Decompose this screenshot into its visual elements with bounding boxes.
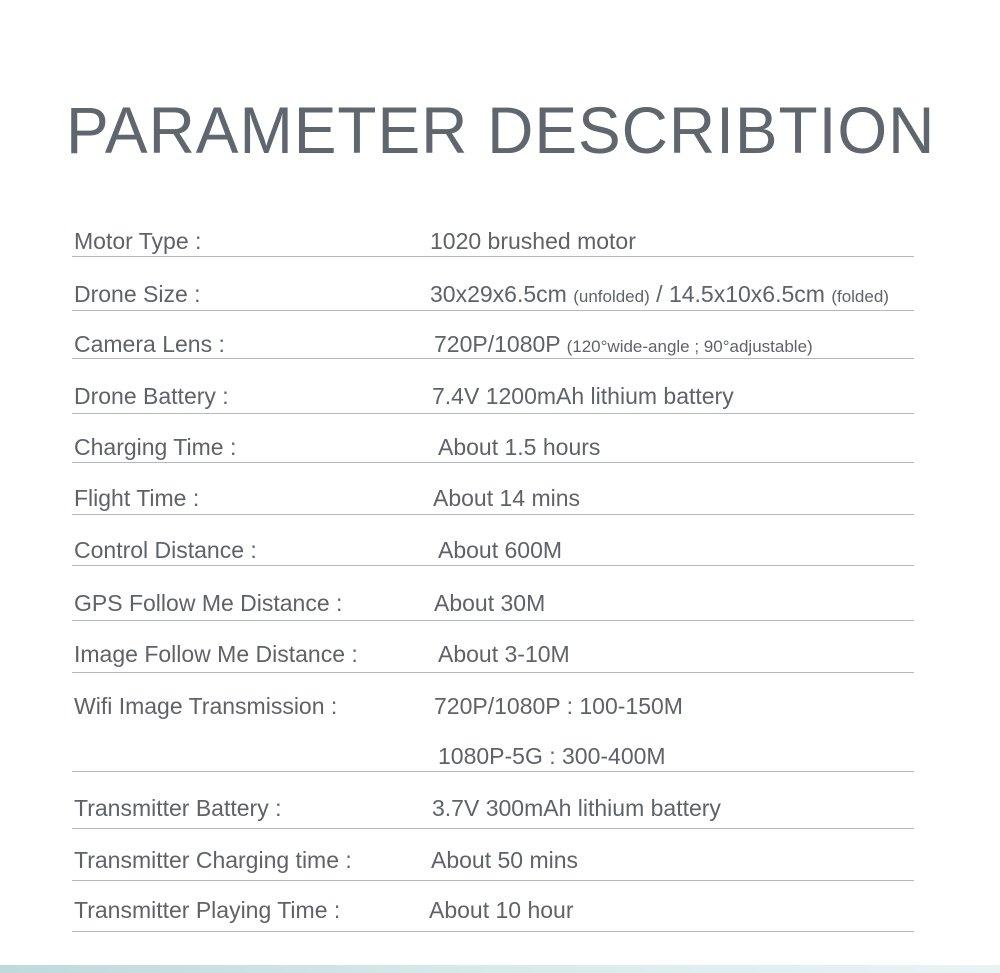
page-title: PARAMETER DESCRIBTION (66, 93, 936, 167)
row-drone-size (72, 257, 914, 311)
parameter-table (72, 222, 914, 932)
size-unfolded: 30x29x6.5cm (430, 281, 567, 307)
bottom-decorative-band (0, 965, 1000, 973)
param-label: Camera Lens : (74, 331, 225, 357)
row-transmitter-charging (72, 829, 914, 881)
param-value (434, 331, 813, 358)
param-value: About 10 hour (429, 897, 574, 923)
camera-note: (120°wide-angle ; 90°adjustable) (566, 337, 813, 356)
param-label: Charging Time : (74, 434, 237, 460)
row-transmitter-battery (72, 772, 914, 829)
row-charging-time (72, 414, 914, 463)
row-control-distance (72, 515, 914, 566)
param-label: Transmitter Charging time : (74, 847, 352, 873)
param-value: About 1.5 hours (438, 434, 601, 460)
param-label: Flight Time : (74, 485, 200, 511)
row-image-follow-distance (72, 621, 914, 673)
param-label: Image Follow Me Distance : (74, 641, 358, 667)
size-folded: 14.5x10x6.5cm (668, 281, 825, 307)
param-value-secondary: 1080P-5G : 300-400M (438, 743, 666, 769)
param-value: 3.7V 300mAh lithium battery (432, 795, 721, 821)
row-drone-battery (72, 359, 914, 414)
param-value: 1020 brushed motor (430, 228, 636, 254)
camera-resolution: 720P/1080P (434, 331, 561, 357)
param-label: Transmitter Playing Time : (74, 897, 341, 923)
note-folded: (folded) (831, 287, 889, 306)
separator: / (656, 281, 663, 307)
row-wifi-transmission (72, 673, 914, 772)
param-label: Wifi Image Transmission : (74, 693, 338, 719)
note-unfolded: (unfolded) (573, 287, 650, 306)
param-value (430, 281, 889, 308)
param-value: About 3-10M (438, 641, 570, 667)
row-flight-time (72, 463, 914, 515)
param-label: Transmitter Battery : (74, 795, 282, 821)
row-transmitter-playing (72, 881, 914, 932)
param-value: About 600M (438, 537, 563, 563)
param-label: Drone Size : (74, 281, 201, 307)
param-value: About 14 mins (433, 485, 581, 511)
param-value: About 50 mins (431, 847, 579, 873)
row-gps-follow-distance (72, 566, 914, 621)
param-label: Motor Type : (74, 228, 202, 254)
row-motor-type (72, 222, 914, 257)
param-label: GPS Follow Me Distance : (74, 590, 343, 616)
param-value: 720P/1080P : 100-150M (434, 693, 683, 719)
param-value: 7.4V 1200mAh lithium battery (432, 383, 734, 409)
param-label: Drone Battery : (74, 383, 229, 409)
param-value: About 30M (434, 590, 546, 616)
param-label: Control Distance : (74, 537, 257, 563)
row-camera-lens (72, 311, 914, 359)
